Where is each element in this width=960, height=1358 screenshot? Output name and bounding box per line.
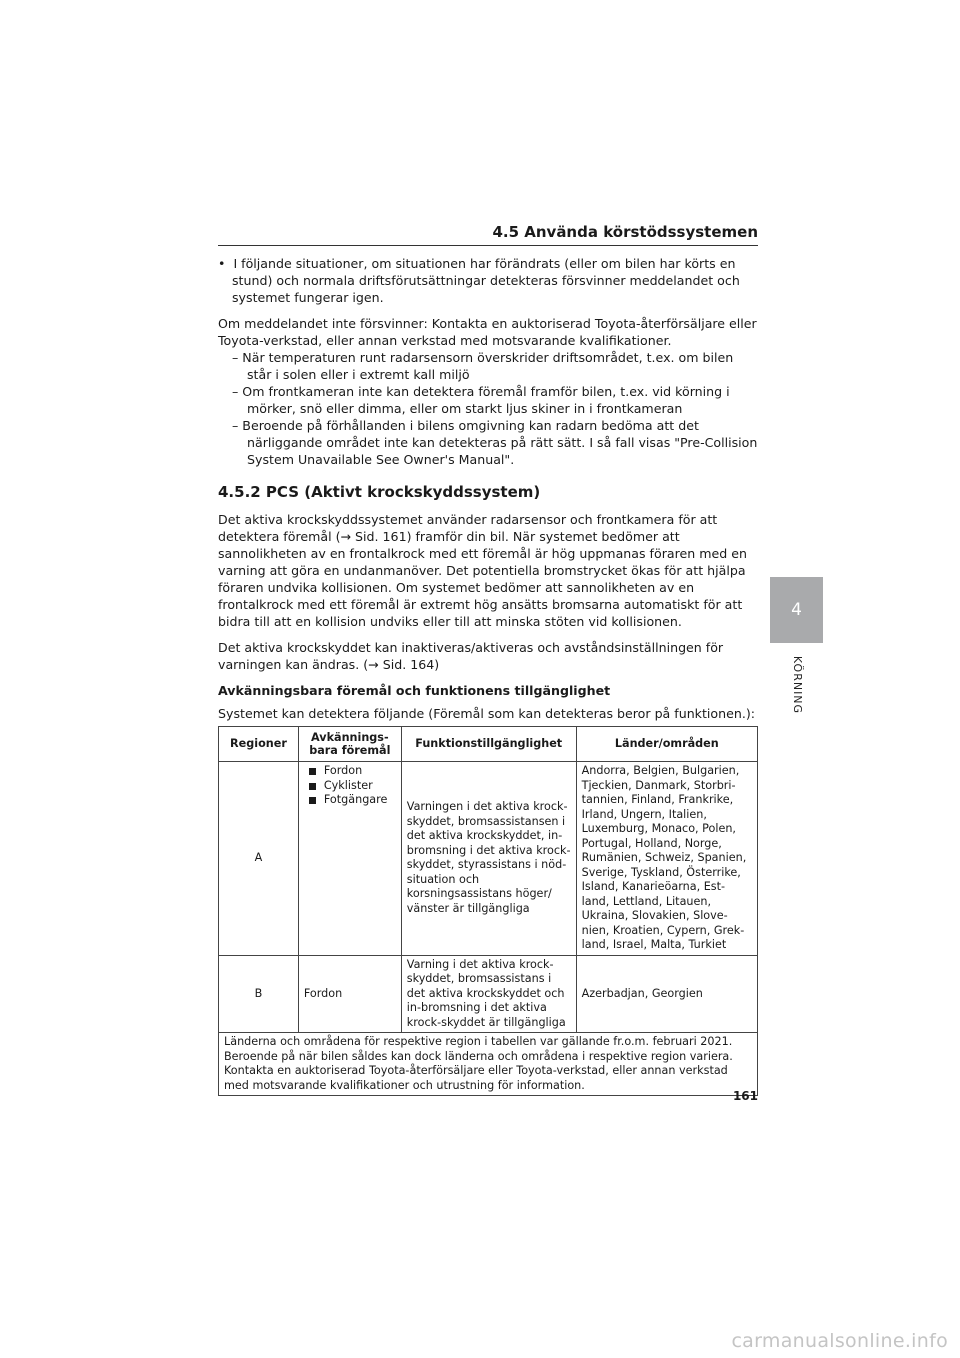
condition-list <box>218 349 758 468</box>
header-countries: Länder/områden <box>576 727 757 762</box>
pcs-settings-note: Det aktiva krockskyddet kan inaktiveras/aktiveras och avståndsinställningen för varningen kan ändras. (→ Sid. 164) <box>218 640 724 672</box>
page-number: 161 <box>732 1089 758 1103</box>
header-regions: Regioner <box>219 727 299 762</box>
countries-cell: Azerbadjan, Georgien <box>576 955 757 1033</box>
info-bullet: • I följande situationer, om situationen har förändrats (eller om bilen har körts en stund) och normala driftsförutsättningar detekteras försvinner meddelandet och systemet fungerar igen. <box>218 256 740 305</box>
pcs-description: Det aktiva krockskyddssystemet använder radarsensor och frontkamera för att detektera föremål (→ Sid. 161) framför din bil. När systemet bedömer att sannolikheten av en frontalkrock med ett föremål är hög uppmanas föraren med en varning att göra en undanmanöver. Det potentiella bromstrycket ökas för att hjälpa föraren undvika kollisionen. Om systemet bedömer att sannolikheten av en frontalkrock med ett föremål är extremt hög ansätts bromsarna automatiskt för att bidra till att en kollision undviks eller till att minska stöten vid kollisionen. <box>218 512 747 629</box>
condition-item: – Om frontkameran inte kan detektera föremål framför bilen, t.ex. vid körning i mörker, snö eller dimma, eller om starkt ljus skiner in i frontkameran <box>232 384 730 416</box>
square-bullet-icon <box>309 797 316 804</box>
square-bullet-icon <box>309 768 316 775</box>
function-cell: Varning i det aktiva krock-skyddet, bromsassistans i det aktiva krockskyddet och in-bromsning i det aktiva krock-skyddet är tillgängliga <box>401 955 576 1033</box>
list-item: Fordon <box>304 764 396 779</box>
section-header: 4.5 Använda körstödssystemen <box>218 223 758 246</box>
condition-item: – När temperaturen runt radarsensorn överskrider driftsområdet, t.ex. om bilen står i solen eller i extremt kall miljö <box>232 350 734 382</box>
list-item: Cyklister <box>304 779 396 794</box>
detect-intro: Systemet kan detektera följande (Föremål som kan detekteras beror på funktionen.): <box>218 706 755 721</box>
table-row <box>219 762 758 956</box>
table-row <box>219 955 758 1033</box>
region-table <box>218 726 758 1096</box>
countries-cell: Andorra, Belgien, Bulgarien, Tjeckien, Danmark, Storbri-tannien, Finland, Frankrike, Irland, Ungern, Italien, Luxemburg, Monaco, Polen, Portugal, Holland, Norge, Rumänien, Schweiz, Spanien, Sverige, Tyskland, Österrike, Island, Kanarieöarna, Est-land, Lettland, Litauen, Ukraina, Slovakien, Slove-nien, Kroatien, Cypern, Grek-land, Israel, Malta, Turkiet <box>576 762 757 956</box>
table-header-row <box>219 727 758 762</box>
chapter-tab <box>770 577 823 643</box>
list-item: Fotgängare <box>304 793 396 808</box>
message-paragraph: Om meddelandet inte försvinner: Kontakta en auktoriserad Toyota-återförsäljare eller Toyota-verkstad, eller annan verkstad med motsvarande kvalifikationer. <box>218 316 757 348</box>
region-cell: B <box>219 955 299 1033</box>
condition-item: – Beroende på förhållanden i bilens omgivning kan radarn bedöma att det närliggande området inte kan detekteras på rätt sätt. I så fall visas "Pre-Collision System Unavailable See Owner's Manual". <box>232 418 758 467</box>
header-function: Funktionstillgänglighet <box>401 727 576 762</box>
table-note-row <box>219 1033 758 1096</box>
page-content <box>218 255 758 1096</box>
watermark: carmanualsonline.info <box>731 1330 948 1352</box>
section-heading: 4.5.2 PCS (Aktivt krockskyddssystem) <box>218 483 541 501</box>
table-note: Länderna och områdena för respektive region i tabellen var gällande fr.o.m. februari 2021. Beroende på när bilen såldes kan dock länderna och områdena i respektive region variera. Kontakta en auktoriserad Toyota-återförsäljare eller Toyota-verkstad, eller annan verkstad med motsvarande kvalifikationer och utrustning för information. <box>219 1033 758 1096</box>
header-objects: Avkännings- bara föremål <box>298 727 401 762</box>
square-bullet-icon <box>309 783 316 790</box>
subheading: Avkänningsbara föremål och funktionens tillgänglighet <box>218 683 611 698</box>
region-cell: A <box>219 762 299 956</box>
objects-cell <box>298 762 401 956</box>
chapter-label: KÖRNING <box>791 655 804 715</box>
objects-cell: Fordon <box>298 955 401 1033</box>
bullet-text: I följande situationer, om situationen har förändrats (eller om bilen har körts en stund) och normala driftsförutsättningar detekteras försvinner meddelandet och systemet fungerar igen. <box>232 256 740 305</box>
chapter-number: 4 <box>791 600 802 620</box>
function-cell: Varningen i det aktiva krock-skyddet, bromsassistansen i det aktiva krockskyddet, in-bromsning i det aktiva krock-skyddet, styrassistans i nöd-situation och korsningsassistans höger/ vänster är tillgängliga <box>401 762 576 956</box>
